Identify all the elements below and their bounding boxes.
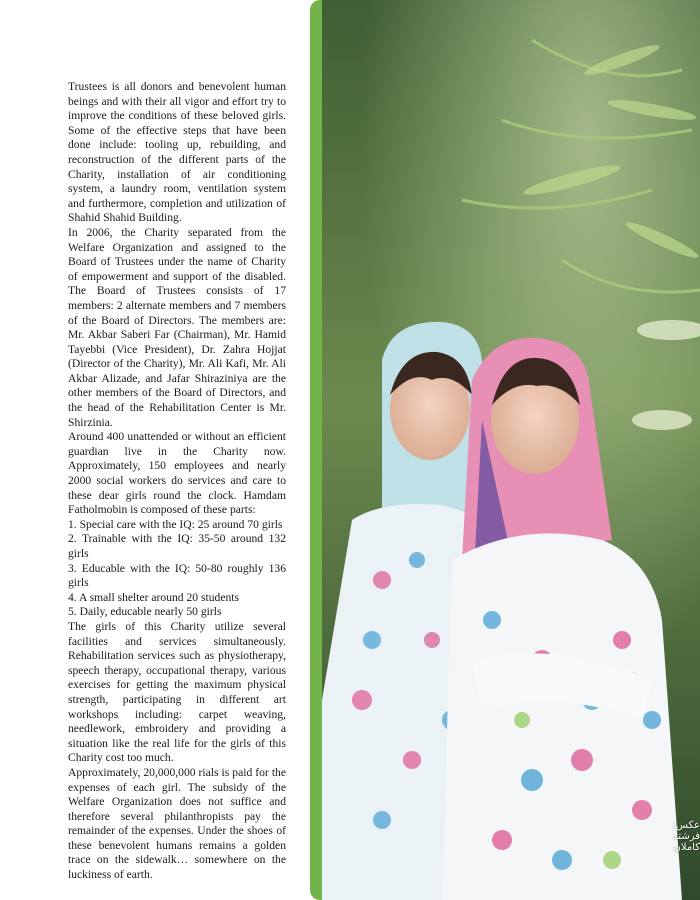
paragraph: Trustees is all donors and benevolent human beings and with their all vigor and effort try to improve the conditions of these beloved girls. Some of the effective steps that have been done include: tooling up, rebuilding, and reconstruction of the different parts of the Charity, installation of air conditioning system, a laundry room, ventilation system and furthermore, completion and utilization of Shahid Shahid Building.	[68, 80, 286, 225]
photo-illustration	[322, 0, 700, 900]
photo-credit: عکس: فرشته کاملان	[672, 820, 700, 853]
paragraph: In 2006, the Charity separated from the Welfare Organization and assigned to the Board of Trustees under the name of Charity of empowerment and support of the disabled. The Board of Trustees consists of 17 members: 2 alternate members and 7 members of the Board of Directors. The members are: Mr. Akbar Saberi Far (Chairman), Mr. Hamid Tayebbi (Vice President), Dr. Zahra Hojjat (Director of the Charity), Mr. Ali Kafi, Mr. Ali Akbar Alizade, and Jafar Shiraziniya are the other members of the Board of Directors, and the head of the Rehabilitation Center is Mr. Shirzinia.	[68, 225, 286, 429]
paragraph: Around 400 unattended or without an efficient guardian live in the Charity now. Approximately, 150 employees and nearly 2000 social workers do services and care to these dear girls round the clock. Hamdam Fatholmobin is composed of these parts:	[68, 430, 286, 517]
photo-two-girls	[322, 0, 700, 900]
list-item: 1. Special care with the IQ: 25 around 70 girls	[68, 517, 283, 531]
list-item: 5. Daily, educable nearly 50 girls	[68, 605, 222, 619]
parts-list	[68, 518, 286, 620]
list-item: 3. Educable with the IQ: 50-80 roughly 136 girls	[68, 561, 286, 590]
paragraph: Approximately, 20,000,000 rials is paid for the expenses of each girl. The subsidy of the Welfare Organization does not suffice and therefore several philanthropists pay the remainder of the expenses. Under the shoes of these benevolent humans remains a golden trace on the sidewalk… somewhere on the luckiness of earth.	[68, 765, 286, 882]
list-item: 4. A small shelter around 20 students	[68, 590, 239, 604]
paragraph: The girls of this Charity utilize several facilities and services simultaneously. Rehabilitation services such as physiotherapy, speech therapy, occupational therapy, various exercises for getting the maximum physical strength, participating in different art workshops including: carpet weaving, needlework, embroidery and providing a situation like the real life for the girls of this Charity cost too much.	[68, 619, 286, 765]
list-item: 2. Trainable with the IQ: 35-50 around 132 girls	[68, 532, 286, 560]
article-body	[68, 80, 286, 883]
